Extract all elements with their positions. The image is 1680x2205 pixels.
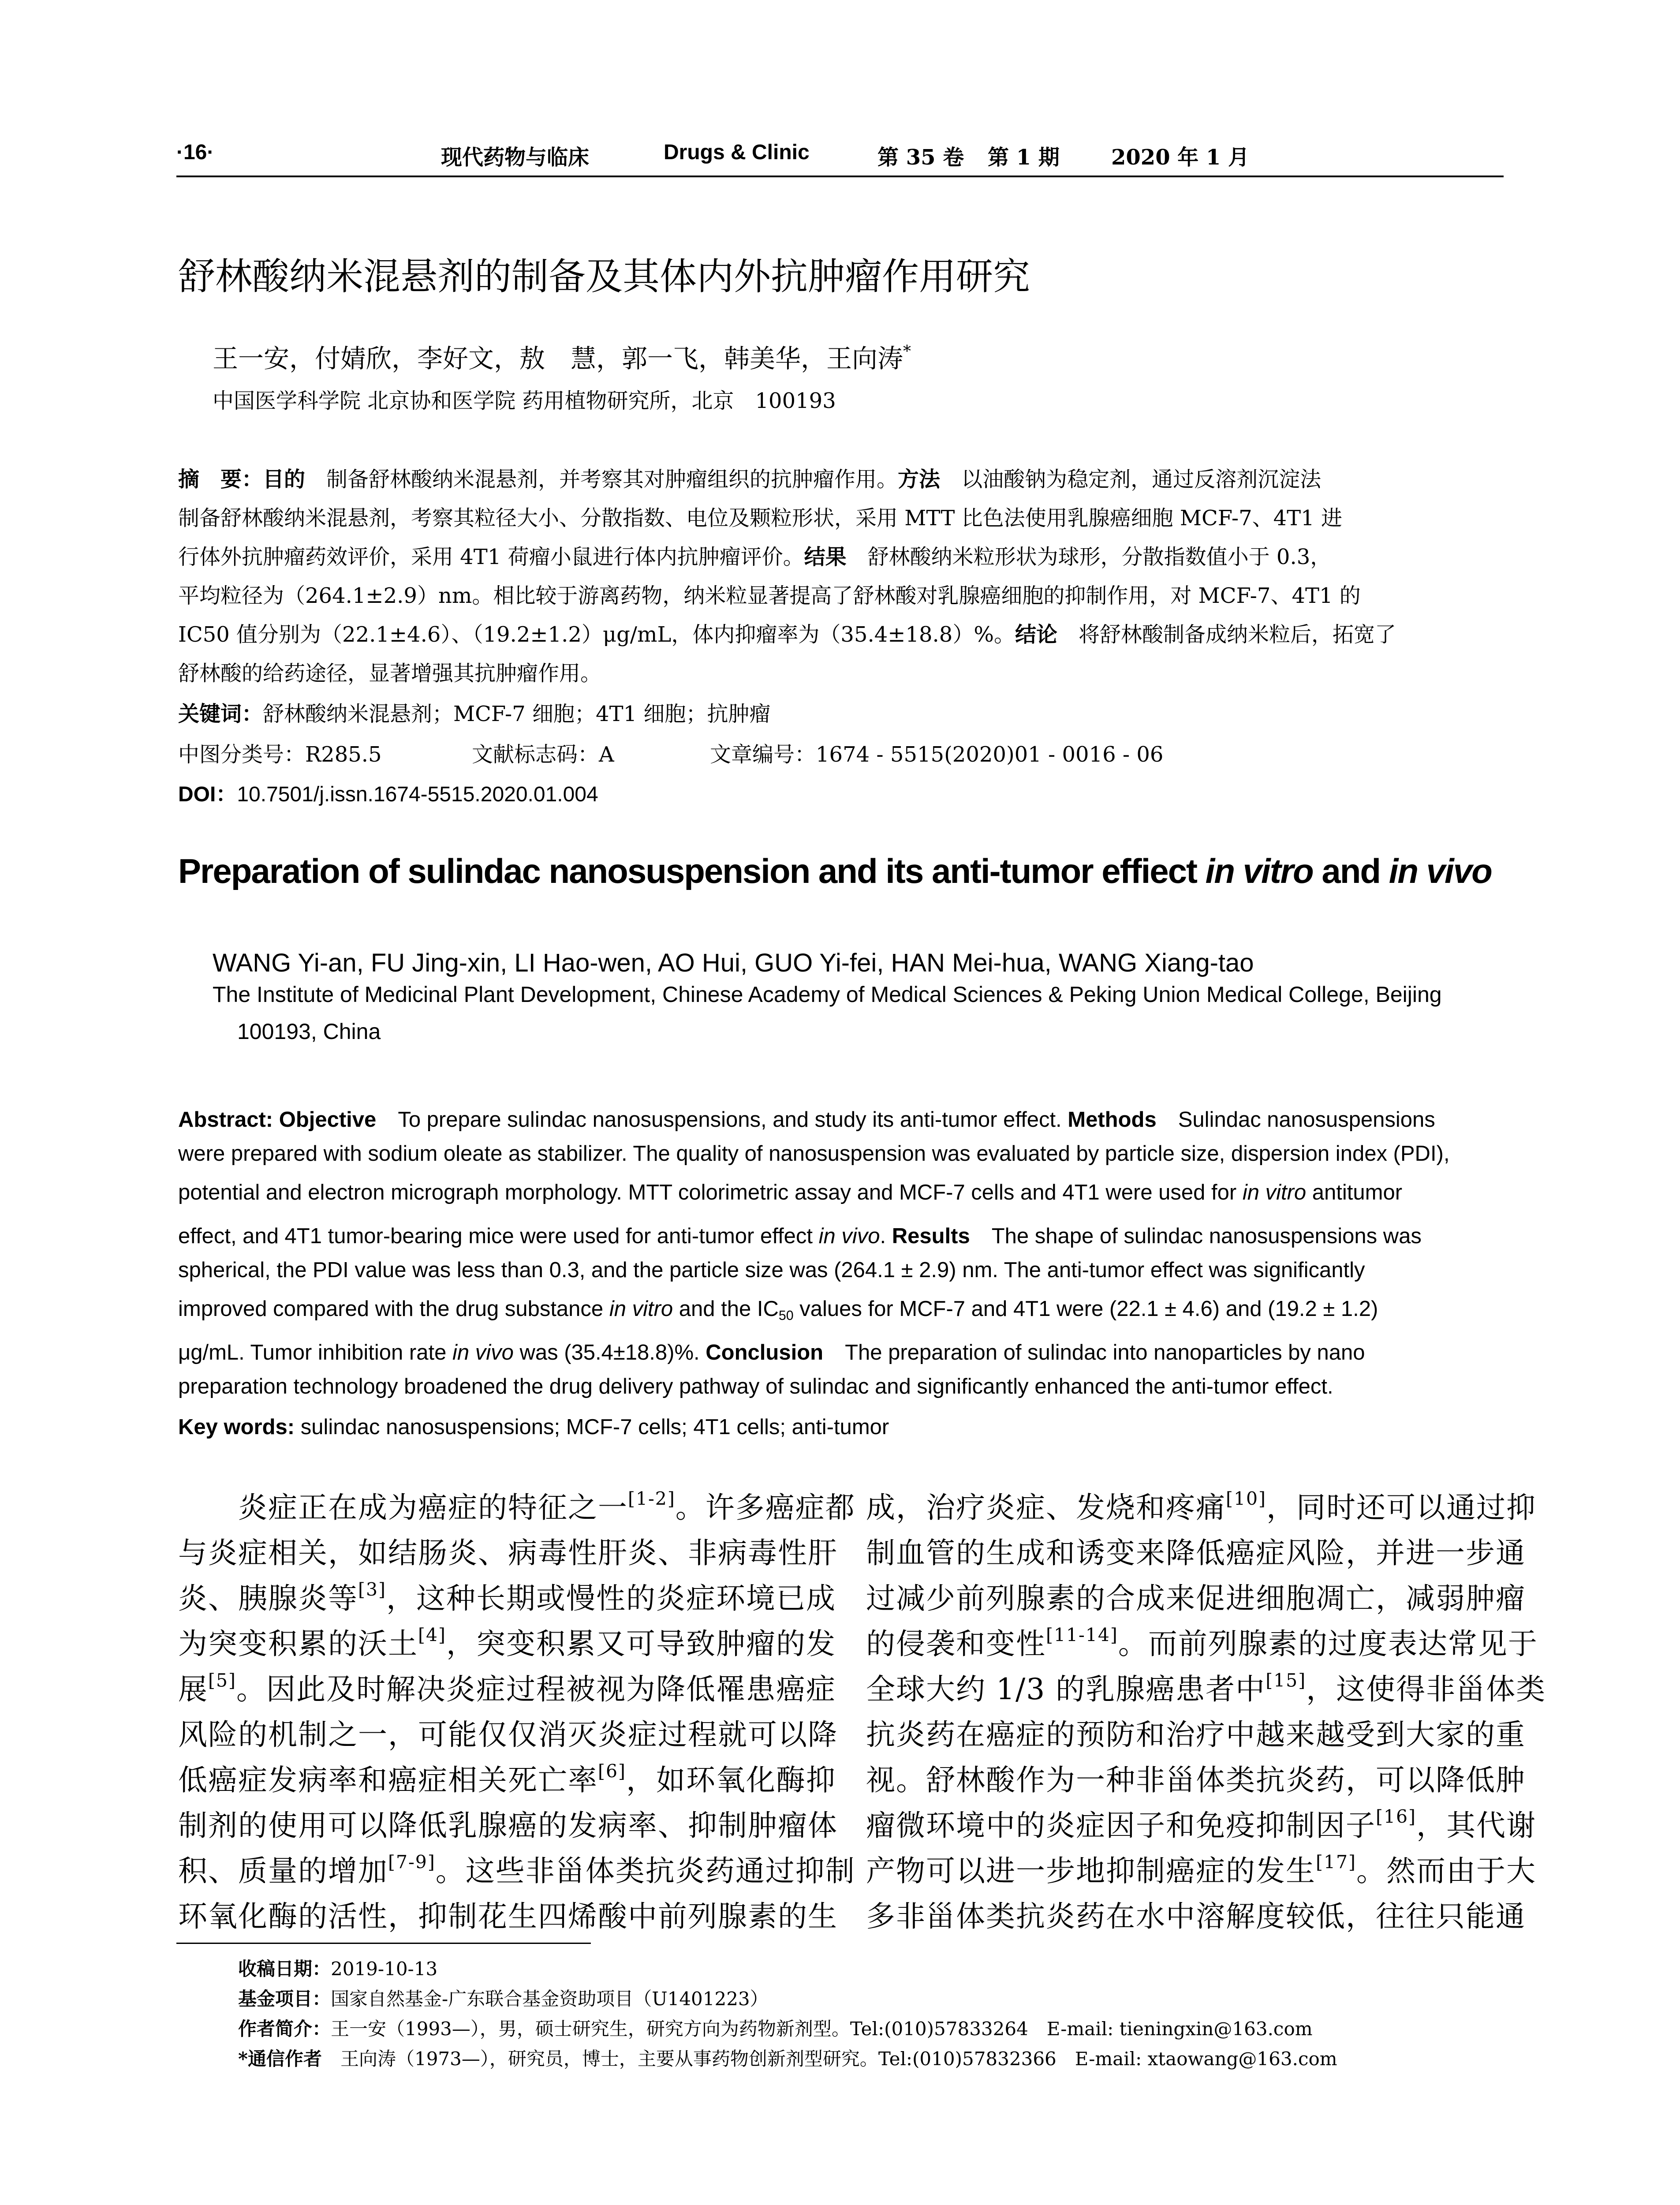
cn-article-number [710,737,1163,768]
cn-abstract-line [178,579,1361,609]
footnote-corresponding [238,2044,1337,2071]
footnote-fund [238,1984,769,2011]
body-text-line: 低癌症发病率和癌症相关死亡率[6]，如环氧化酶抑 [178,1760,836,1797]
received-label: 收稿日期： [238,1958,331,1980]
corresponding-text: 王向涛（1973—），研究员，博士，主要从事药物创新剂型研究。Tel:(010)57832366 E-mail: xtaowang@163.com [321,2048,1337,2070]
cn-classification [178,737,382,768]
cn-abstract-section-label: 结论 [1015,622,1057,647]
cn-doc-code [472,737,614,768]
issue-date: 2020 年 1 月 [1111,145,1250,170]
en-abstract-line: spherical, the PDI value was less than 0.3, and the particle size was (264.1 ± 2.9) nm. The anti-tumor effect was significantly [178,1258,1365,1282]
en-title [178,851,1492,891]
en-title-italic: in vivo [1389,852,1492,890]
doi-value: 10.7501/j.issn.1674-5515.2020.01.004 [237,783,598,806]
en-affiliation-line1: The Institute of Medicinal Plant Development, Chinese Academy of Medical Sciences & Peking Union Medical College, Beijing [213,982,1442,1007]
cn-abstract-text: 平均粒径为（264.1±2.9）nm。相比较于游离药物，纳米粒显著提高了舒林酸对乳腺癌细胞的抑制作用，对 MCF-7、4T1 的 [178,583,1361,608]
en-authors: WANG Yi-an, FU Jing-xin, LI Hao-wen, AO Hui, GUO Yi-fei, HAN Mei-hua, WANG Xiang-tao [213,949,1254,977]
en-title-part: and [1313,852,1389,890]
en-title-italic: in vitro [1205,852,1313,890]
corresponding-mark: * [903,342,911,360]
doi-line [178,777,598,807]
body-text-line: 炎症正在成为癌症的特征之一[1-2]。许多癌症都 [178,1488,855,1525]
body-text-line: 制剂的使用可以降低乳腺癌的发病率、抑制肿瘤体 [178,1809,838,1842]
doi-label: DOI： [178,783,237,806]
corresponding-label: *通信作者 [238,2048,322,2070]
en-keywords-text: sulindac nanosuspensions; MCF-7 cells; 4T1 cells; anti-tumor [295,1415,889,1439]
cn-keywords-label: 关键词： [178,702,263,726]
cn-keywords-text: 舒林酸纳米混悬剂；MCF-7 细胞；4T1 细胞；抗肿瘤 [263,702,771,726]
en-abstract-line: Abstract: Objective To prepare sulindac nanosuspensions, and study its anti-tumor effect. Methods Sulindac nanosuspensions [178,1108,1435,1132]
body-text-line: 抗炎药在癌症的预防和治疗中越来越受到大家的重 [866,1718,1526,1752]
body-text-line: 成，治疗炎症、发烧和疼痛[10]，同时还可以通过抑 [866,1488,1536,1525]
body-text-line: 过减少前列腺素的合成来促进细胞凋亡，减弱肿瘤 [866,1581,1526,1615]
received-date: 2019-10-13 [331,1958,438,1980]
body-text-line: 的侵袭和变性[11-14]。而前列腺素的过度表达常见于 [866,1624,1538,1661]
cn-affiliation: 中国医学科学院 北京协和医学院 药用植物研究所，北京 100193 [213,389,836,413]
body-text-line: 环氧化酶的活性，抑制花生四烯酸中前列腺素的生 [178,1899,838,1933]
cn-abstract-line [178,656,601,687]
cn-abstract-text: 制备舒林酸纳米混悬剂，并考察其对肿瘤组织的抗肿瘤作用。 [305,467,898,492]
cn-abstract-text: 以油酸钠为稳定剂，通过反溶剂沉淀法 [940,467,1322,492]
body-text-line: 瘤微环境中的炎症因子和免疫抑制因子[16]，其代谢 [866,1806,1536,1842]
author-text: 王一安（1993—），男，硕士研究生，研究方向为药物新剂型。Tel:(010)57833264 E-mail: tieningxin@163.com [331,2018,1313,2040]
journal-name-en: Drugs & Clinic [664,141,810,164]
body-text-line: 积、质量的增加[7-9]。这些非甾体类抗炎药通过抑制 [178,1851,855,1888]
cn-author-list: 王一安，付婧欣，李好文，敖 慧，郭一飞，韩美华，王向涛 [213,344,903,374]
cn-abstract-line [178,540,1331,570]
body-text-line: 展[5]。因此及时解决炎症过程被视为降低罹患癌症 [178,1670,836,1706]
article-no-value: 1674 - 5515(2020)01 - 0016 - 06 [816,742,1164,767]
en-abstract-line: μg/mL. Tumor inhibition rate in vivo was (35.4±18.8)%. Conclusion The preparation of sulindac into nanoparticles by nano [178,1341,1365,1364]
clc-label: 中图分类号： [178,742,306,767]
cn-abstract-section-label: 结果 [804,545,847,569]
en-abstract-line: improved compared with the drug substance in vitro and the $IC_{50}$ values for MCF-7 and 4T1 were (22.1 ± 4.6) and (19.2 ± 1.2) [178,1297,1378,1323]
cn-abstract-text: 舒林酸的给药途径，显著增强其抗肿瘤作用。 [178,661,602,686]
cn-abstract-label: 摘 要： [178,467,263,492]
cn-abstract-section-label: 方法 [898,467,941,492]
body-text-line: 炎、胰腺炎等[3]，这种长期或慢性的炎症环境已成 [178,1579,836,1615]
footnote-received [238,1955,437,1981]
footnote-rule [176,1943,591,1944]
body-text-line: 产物可以进一步地抑制癌症的发生[17]。然而由于大 [866,1851,1536,1888]
cn-abstract-line [178,462,1321,493]
en-abstract-line: potential and electron micrograph morphology. MTT colorimetric assay and MCF-7 cells and 4T1 were used for in vitro antitumor [178,1181,1403,1204]
cn-abstract-text: 制备舒林酸纳米混悬剂，考察其粒径大小、分散指数、电位及颗粒形状，采用 MTT 比色法使用乳腺癌细胞 MCF-7、4T1 进 [178,506,1342,531]
body-text-line: 风险的机制之一，可能仅仅消灭炎症过程就可以降 [178,1718,838,1752]
cn-title: 舒林酸纳米混悬剂的制备及其体内外抗肿瘤作用研究 [178,255,1030,298]
issue: 第 1 期 [988,145,1060,170]
body-text-line: 多非甾体类抗炎药在水中溶解度较低，往往只能通 [866,1899,1526,1933]
body-text-line: 为突变积累的沃土[4]，突变积累又可导致肿瘤的发 [178,1624,836,1661]
author-label: 作者简介： [238,2018,331,2040]
cn-authors [213,338,911,375]
header-rule [176,176,1504,177]
article-no-label: 文章编号： [710,742,816,767]
en-keywords [178,1415,889,1439]
body-text-line: 全球大约 1/3 的乳腺癌患者中[15]，这使得非甾体类 [866,1670,1546,1706]
cn-keywords [178,697,770,727]
body-text-line: 视。舒林酸作为一种非甾体类抗炎药，可以降低肿 [866,1763,1526,1797]
cn-abstract-text: 舒林酸纳米粒形状为球形，分散指数值小于 0.3， [846,545,1332,569]
cn-abstract-text: 将舒林酸制备成纳米粒后，拓宽了 [1057,622,1396,647]
en-affiliation-line2: 100193, China [237,1019,381,1044]
body-text-line: 制血管的生成和诱变来降低癌症风险，并进一步通 [866,1536,1526,1570]
fund-text: 国家自然基金-广东联合基金资助项目（U1401223） [331,1988,769,2010]
cn-abstract-text: IC50 值分别为（22.1±4.6）、（19.2±1.2）μg/mL，体内抑瘤率为（35.4±18.8）%。 [178,622,1015,647]
en-abstract-line: preparation technology broadened the drug delivery pathway of sulindac and significantly enhanced the anti-tumor effect. [178,1375,1333,1398]
cn-abstract-line [178,617,1396,648]
footnote-author [238,2014,1313,2041]
en-title-part: Preparation of sulindac nanosuspension and its anti-tumor effiect [178,852,1206,890]
journal-name-cn: 现代药物与临床 [441,145,590,170]
cn-abstract-text: 行体外抗肿瘤药效评价，采用 4T1 荷瘤小鼠进行体内抗肿瘤评价。 [178,545,804,569]
fund-label: 基金项目： [238,1988,331,2010]
clc-value: R285.5 [305,742,382,767]
page-number: ·16· [176,141,214,164]
body-text-line: 与炎症相关，如结肠炎、病毒性肝炎、非病毒性肝 [178,1536,838,1570]
volume: 第 35 卷 [877,145,964,170]
doc-code-value: A [599,742,614,767]
en-abstract-line: effect, and 4T1 tumor-bearing mice were used for anti-tumor effect in vivo. Results The shape of sulindac nanosuspensions was [178,1224,1422,1248]
cn-abstract-line [178,501,1342,531]
en-abstract-line: were prepared with sodium oleate as stabilizer. The quality of nanosuspension was evaluated by particle size, dispersion index (PDI), [178,1142,1450,1166]
doc-code-label: 文献标志码： [472,742,599,767]
cn-abstract-section-label: 目的 [263,467,306,492]
en-keywords-label: Key words: [178,1415,295,1439]
